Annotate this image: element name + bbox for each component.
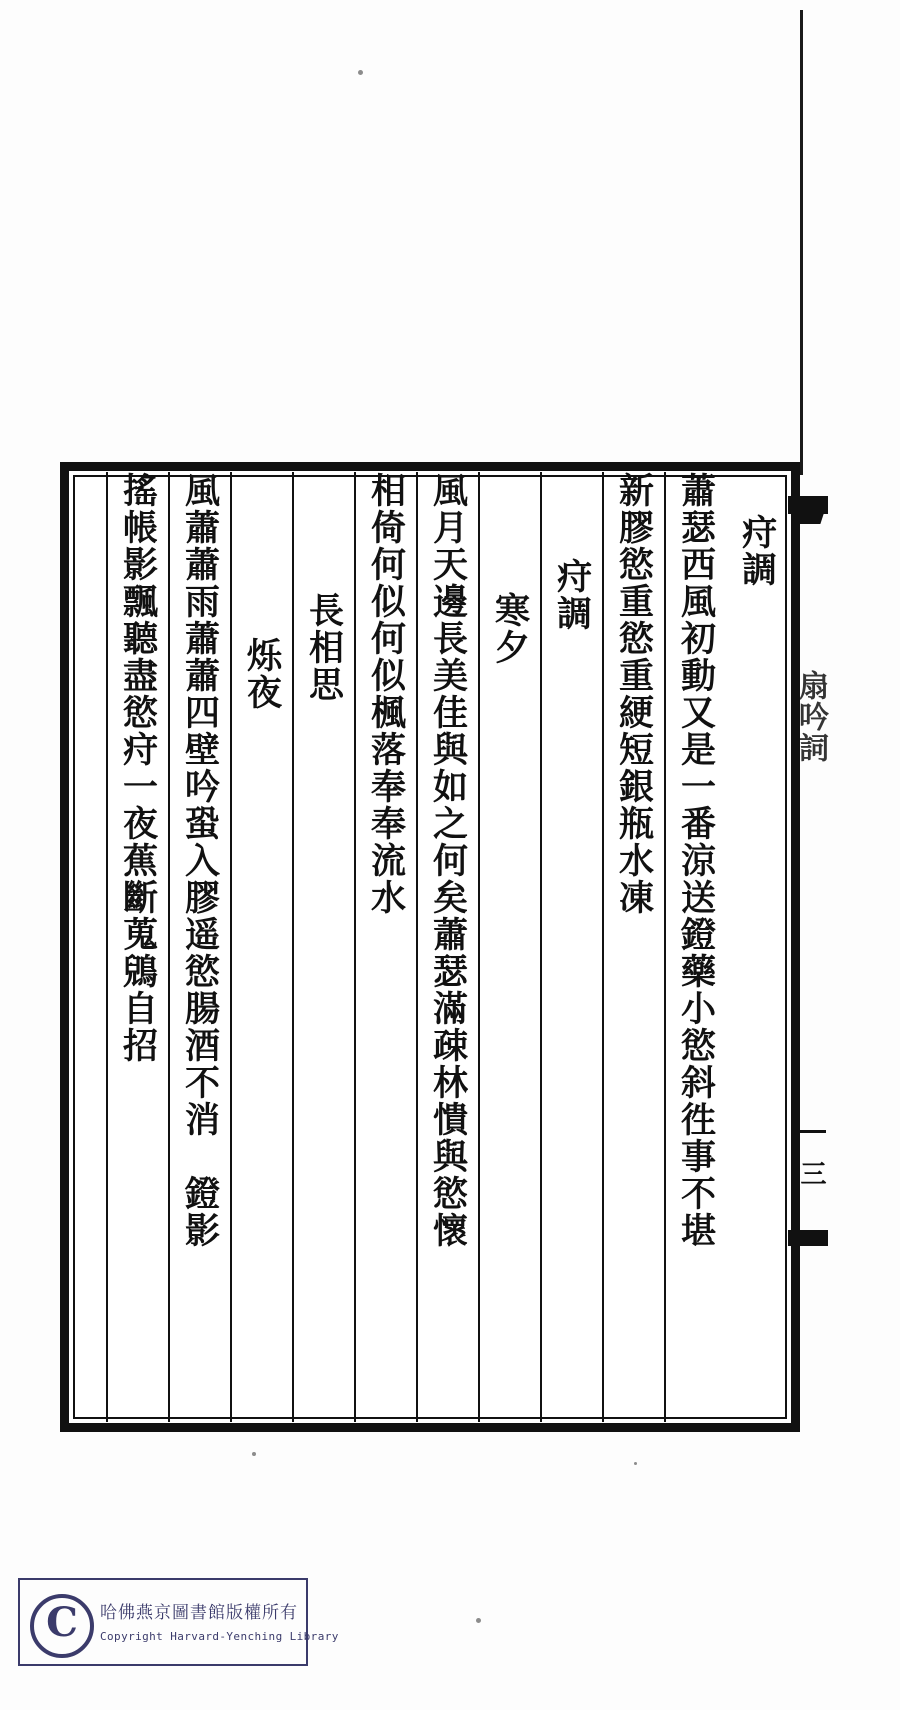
column-5 xyxy=(478,472,540,1422)
column-8 xyxy=(292,472,354,1422)
column-2 xyxy=(664,472,726,1422)
scan-speck xyxy=(358,70,363,75)
banxin-fishtail-bottom xyxy=(788,1230,828,1246)
scan-speck xyxy=(252,1452,256,1456)
column-11 xyxy=(106,472,168,1422)
banxin-title: 扇吟詞 xyxy=(793,670,828,763)
scan-speck xyxy=(634,1462,637,1465)
column-7-text: 相倚何似何似楓落奉奉流水 xyxy=(365,472,407,916)
column-4-text: 疛調 xyxy=(551,558,593,632)
banxin-rule-upper xyxy=(792,1130,826,1133)
banxin-page-number: 三 xyxy=(796,1160,826,1186)
column-10-text: 風蕭蕭雨蕭蕭四壁吟蛩入膠遥慾腸酒不消 鐙影 xyxy=(179,472,221,1249)
stamp-chinese-text: 哈佛燕京圖書館版權所有 xyxy=(100,1603,298,1623)
stamp-english-text: Copyright Harvard-Yenching Library xyxy=(100,1630,339,1643)
library-copyright-stamp xyxy=(18,1578,339,1666)
column-3 xyxy=(602,472,664,1422)
page-fold-rule xyxy=(800,10,803,460)
column-3-text: 新膠慾重慾重綆短銀瓶水凍 xyxy=(613,472,655,916)
column-5-text: 寒夕 xyxy=(489,592,531,666)
column-6-text: 風月天邊長美佳與如之何矣蕭瑟滿疎林憒與慾懷 xyxy=(427,472,469,1249)
column-2-text: 蕭瑟西風初動又是一番涼送鐙藥小慾斜徃事不堪 xyxy=(675,472,717,1249)
column-6 xyxy=(416,472,478,1422)
column-7 xyxy=(354,472,416,1422)
scan-speck xyxy=(476,1618,481,1623)
column-9 xyxy=(230,472,292,1422)
column-1 xyxy=(726,472,788,1422)
column-1-text: 疛調 xyxy=(736,514,778,588)
column-9-text: 烁夜 xyxy=(241,637,283,711)
banxin-fishtail-wedge xyxy=(792,514,823,524)
column-10 xyxy=(168,472,230,1422)
banxin-fishtail-top xyxy=(788,496,828,514)
column-8-text: 長相思 xyxy=(303,592,345,703)
column-4 xyxy=(540,472,602,1422)
copyright-mark-icon: C xyxy=(30,1594,94,1658)
text-columns xyxy=(72,472,788,1422)
banxin-running-head xyxy=(786,470,832,1410)
column-11-text: 搖帳影飄聽盡慾疛一夜蕉斷蒐鶂自招 xyxy=(117,472,159,1064)
